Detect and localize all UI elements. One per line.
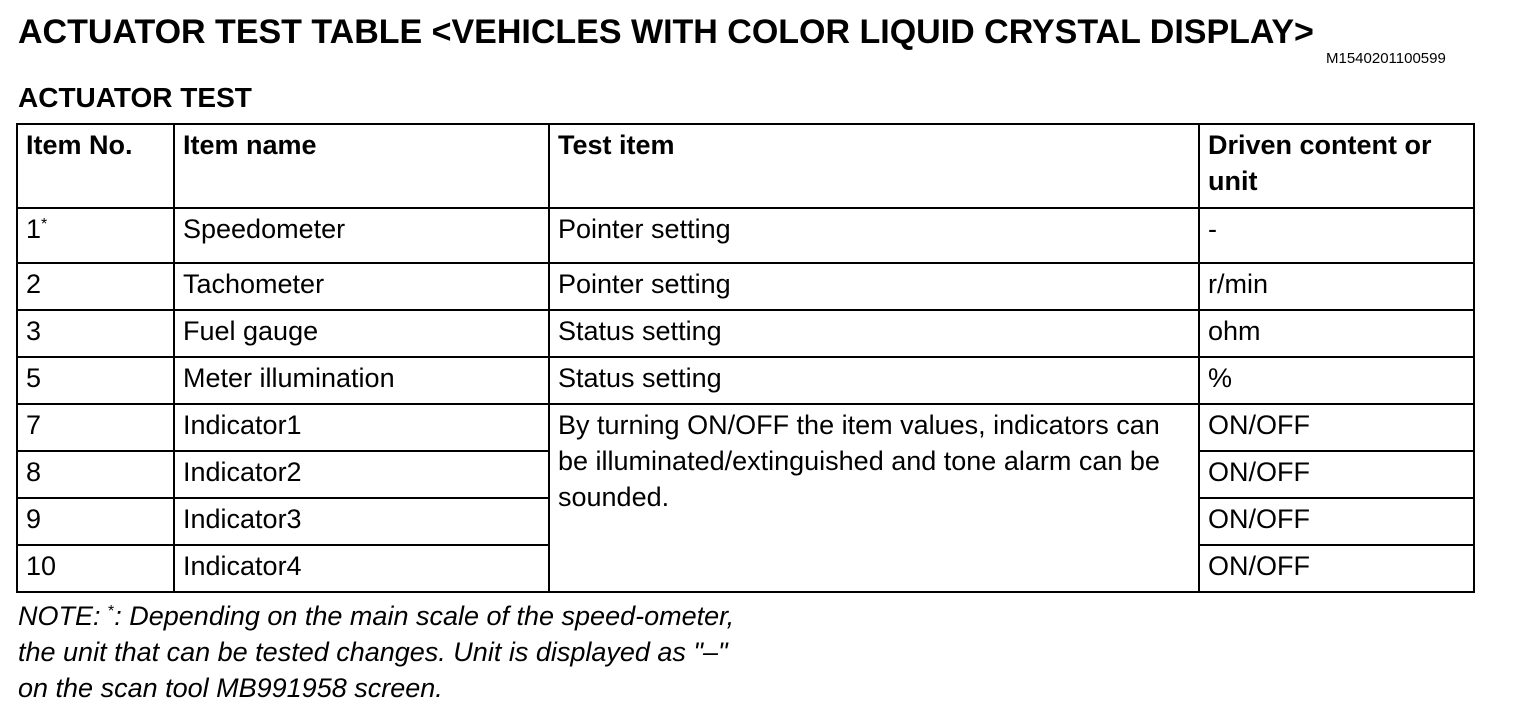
cell-item-no: 9 xyxy=(17,498,174,545)
table-row xyxy=(17,404,1474,451)
note-footnote-marker: * xyxy=(108,603,115,620)
cell-item-no: 10 xyxy=(17,545,174,592)
header-driven-content: Driven content or unit xyxy=(1199,124,1474,208)
cell-driven-content: ON/OFF xyxy=(1199,545,1474,592)
cell-item-name: Indicator4 xyxy=(174,545,549,592)
page-title: ACTUATOR TEST TABLE <VEHICLES WITH COLOR LIQUID CRYSTAL DISPLAY> xyxy=(18,13,1314,51)
cell-driven-content: ON/OFF xyxy=(1199,404,1474,451)
table-header-row xyxy=(17,124,1474,208)
section-title: ACTUATOR TEST xyxy=(18,82,252,113)
footnote-marker: * xyxy=(41,216,48,233)
cell-item-no: 2 xyxy=(17,263,174,310)
cell-test-item: Pointer setting xyxy=(549,263,1199,310)
note-text: : Depending on the main scale of the speed-ometer, the unit that can be tested changes. Unit is displayed as "–" on the scan tool MB991958 screen. xyxy=(18,601,735,703)
cell-item-name: Indicator3 xyxy=(174,498,549,545)
table-row xyxy=(17,208,1474,263)
cell-driven-content: - xyxy=(1199,208,1474,263)
header-item-no: Item No. xyxy=(17,124,174,208)
header-test-item: Test item xyxy=(549,124,1199,208)
cell-item-no: 3 xyxy=(17,310,174,357)
document-id: M1540201100599 xyxy=(1326,50,1446,67)
item-number: 1 xyxy=(26,214,42,244)
cell-item-name: Tachometer xyxy=(174,263,549,310)
cell-driven-content: % xyxy=(1199,357,1474,404)
cell-driven-content: ohm xyxy=(1199,310,1474,357)
table-row xyxy=(17,310,1474,357)
cell-test-item: Status setting xyxy=(549,357,1199,404)
cell-test-item: Status setting xyxy=(549,310,1199,357)
table-row xyxy=(17,357,1474,404)
actuator-test-table xyxy=(16,123,1475,593)
cell-item-name: Meter illumination xyxy=(174,357,549,404)
header-item-name: Item name xyxy=(174,124,549,208)
note-prefix: NOTE: xyxy=(18,601,109,631)
cell-driven-content: ON/OFF xyxy=(1199,498,1474,545)
cell-merged-test-item: By turning ON/OFF the item values, indicators can be illuminated/extinguished and tone alarm can be sounded. xyxy=(549,404,1199,592)
cell-item-no: 7 xyxy=(17,404,174,451)
cell-item-no xyxy=(17,208,174,263)
cell-test-item: Pointer setting xyxy=(549,208,1199,263)
cell-item-no: 8 xyxy=(17,451,174,498)
cell-item-no: 5 xyxy=(17,357,174,404)
cell-driven-content: ON/OFF xyxy=(1199,451,1474,498)
cell-driven-content: r/min xyxy=(1199,263,1474,310)
table-row xyxy=(17,263,1474,310)
cell-item-name: Speedometer xyxy=(174,208,549,263)
cell-item-name: Indicator1 xyxy=(174,404,549,451)
cell-item-name: Indicator2 xyxy=(174,451,549,498)
footnote xyxy=(18,598,758,706)
cell-item-name: Fuel gauge xyxy=(174,310,549,357)
